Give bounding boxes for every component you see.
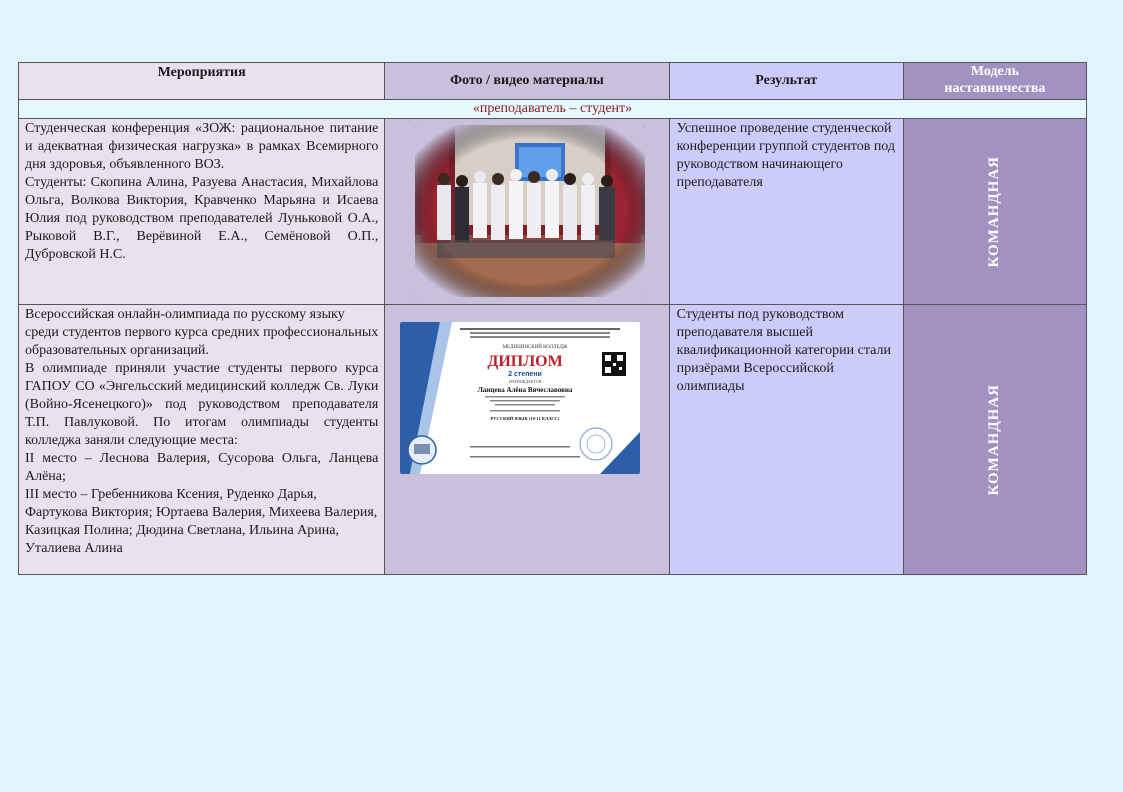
header-events: Мероприятия [19,63,385,100]
svg-text:2 степени: 2 степени [508,371,543,378]
model-cell [903,119,1086,305]
mentoring-table [18,62,1087,575]
model-label: КОМАНДНАЯ [986,155,1003,268]
section-row [19,100,1087,119]
result-cell: Успешное проведение студенческой конференции группой студентов под руководством начинающего преподавателя [669,119,903,305]
svg-text:МЕДИЦИНСКИЙ КОЛЛЕДЖ: МЕДИЦИНСКИЙ КОЛЛЕДЖ [502,345,568,350]
svg-text:НАГРАЖДАЕТСЯ: НАГРАЖДАЕТСЯ [509,379,542,384]
diploma-image [400,322,640,474]
diploma-graphic [400,322,640,474]
event-description: Всероссийская онлайн-олимпиада по русскому языку среди студентов первого курса средних профессиональных образовательных организаций. [25,307,379,358]
header-result: Результат [669,63,903,100]
third-place: III место – Гребенникова Ксения, Руденко Дарья, Фартукова Виктория; Юртаева Валерия, Михеева Валерия, Казицкая Полина; Дюдина Светлана, Ильина Арина, Уталиева Алина [25,487,378,556]
header-row [19,63,1087,100]
second-place: II место – Леснова Валерия, Сусорова Ольга, Ланцева Алёна; [25,451,379,484]
section-title: «преподаватель – студент» [19,100,1087,119]
model-cell [903,305,1086,575]
event-cell [19,305,385,575]
event-cell [19,119,385,305]
header-model: Модель наставничества [903,63,1086,100]
table-row [19,119,1087,305]
result-cell: Студенты под руководством преподавателя высшей квалификационной категории стали призёрами Всероссийской олимпиады [669,305,903,575]
conference-photo [415,125,645,297]
mentoring-table-page [18,62,1087,575]
header-media: Фото / видео материалы [385,63,669,100]
event-description: Студенческая конференция «ЗОЖ: рациональное питание и адекватная физическая нагрузка» в рамках Всемирного дня здоровья, объявленного ВОЗ. [25,121,379,172]
media-cell [385,305,669,575]
group-photo-image [415,125,645,297]
event-participants: В олимпиаде приняли участие студенты первого курса ГАПОУ СО «Энгельсский медицинский колледж Св. Луки (Войно-Ясенецкого)» под руководством преподавателя Т.П. Павлуковой. По итогам олимпиады студенты колледжа заняли следующие места: [25,361,379,448]
table-row [19,305,1087,575]
svg-text:РУССКИЙ ЯЗЫК (10-11 КЛАСС): РУССКИЙ ЯЗЫК (10-11 КЛАСС) [490,416,560,421]
event-participants: Студенты: Скопина Алина, Разуева Анастасия, Михайлова Ольга, Волкова Виктория, Кравченко Марьяна и Исаева Юлия под руководством преподавателей Луньковой О.А., Рыковой В.Г., Верёвиной Е.А., Семёновой О.П., Дубровской Н.С. [25,175,379,262]
svg-text:Ланцева Алёна Вячеславовна: Ланцева Алёна Вячеславовна [477,386,573,394]
model-label: КОМАНДНАЯ [986,383,1003,496]
media-cell [385,119,669,305]
svg-text:ДИПЛОМ: ДИПЛОМ [487,353,564,370]
